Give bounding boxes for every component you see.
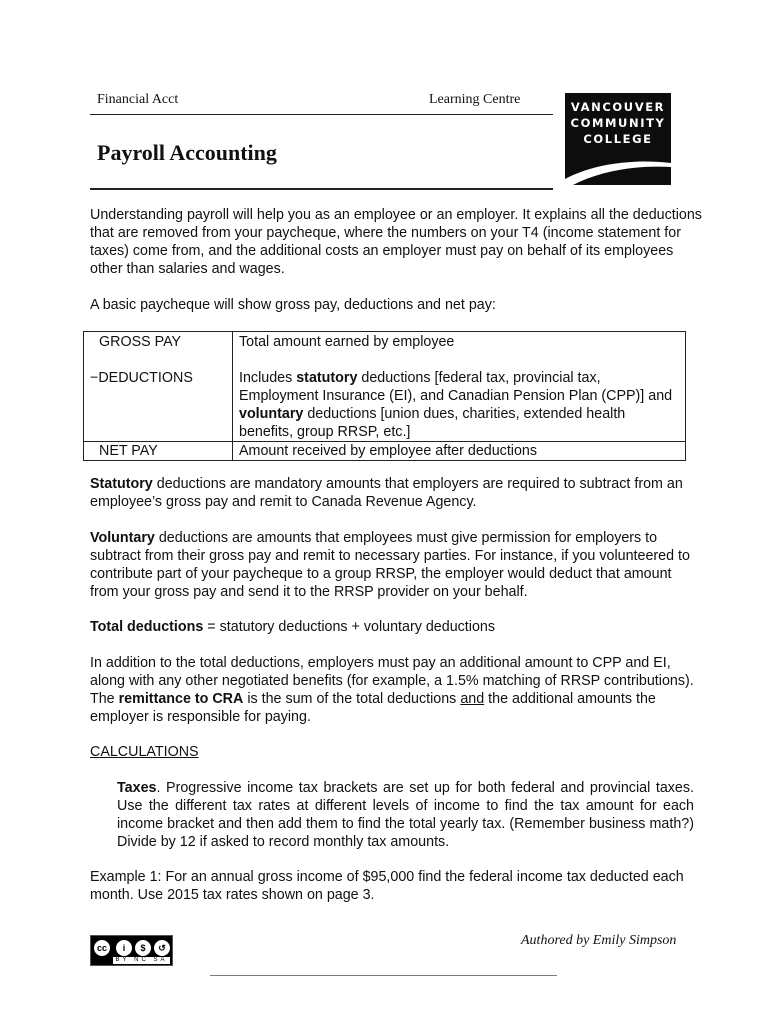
statutory-paragraph: Statutory deductions are mandatory amounts that employers are required to subtract from an employee’s gross pay and remit to Canada Revenue Agency. (90, 476, 683, 510)
course-name: Financial Acct (97, 92, 179, 107)
creative-commons-badge (90, 935, 173, 966)
footer-divider (210, 975, 557, 976)
taxes-paragraph: Taxes. Progressive income tax brackets are set up for both federal and provincial taxes. Use the different tax rates at different levels of income to find the tax amount for each income bracket and then add them to find the total yearly tax. (Remember business math?) Divide by 12 if asked to record monthly tax amounts. (117, 780, 694, 850)
remittance-paragraph: In addition to the total deductions, employers must pay an additional amount to CPP and EI, along with any other negotiated benefits (for example, a 1.5% matching of RRSP contributions). The remittance to CRA is the sum of the total deductions and the additional amounts the employer is responsible for paying. (90, 655, 694, 725)
logo-line-1: VANCOUVER (570, 100, 666, 114)
logo-swoosh-icon (565, 157, 671, 185)
noncommercial-icon: $ (133, 938, 153, 958)
net-pay-label: NET PAY (84, 442, 233, 461)
gross-pay-label: GROSS PAY −DEDUCTIONS (84, 332, 233, 442)
college-logo (565, 93, 671, 185)
title-divider (90, 188, 553, 190)
voluntary-term: Voluntary (90, 530, 155, 546)
paycheque-table (83, 331, 686, 461)
cc-icon: cc (92, 938, 112, 958)
net-pay-desc: Amount received by employee after deductions (233, 442, 686, 461)
voluntary-paragraph: Voluntary deductions are amounts that employees must give permission for employers to subtract from their gross pay and remit to necessary parties. For instance, if you volunteered to contribute part of your paycheque to a group RRSP, the employer would deduct that amount from your gross pay and send it to the RRSP provider on your behalf. (90, 530, 690, 600)
gross-pay-desc: Total amount earned by employee (239, 334, 455, 350)
taxes-term: Taxes (117, 780, 157, 796)
logo-line-2: COMMUNITY (570, 116, 666, 130)
deductions-label: −DEDUCTIONS (90, 370, 193, 386)
header-divider (90, 114, 553, 115)
statutory-term: Statutory (90, 476, 153, 492)
table-row (84, 332, 686, 442)
gross-and-deductions-desc (233, 332, 686, 442)
intro-paragraph: Understanding payroll will help you as an employee or an employer. It explains all the deductions that are removed from your paycheque, where the numbers on your T4 (income statement for taxes) come from, and the additional costs an employer must pay on behalf of its employees other than salaries and wages. (90, 207, 702, 277)
paycheque-lead: A basic paycheque will show gross pay, deductions and net pay: (90, 297, 496, 313)
attribution-icon: i (114, 938, 134, 958)
remittance-term: remittance to CRA (118, 691, 244, 707)
calculations-heading: CALCULATIONS (90, 744, 199, 760)
table-row (84, 442, 686, 461)
unit-name: Learning Centre (429, 92, 521, 107)
example-1: Example 1: For an annual gross income of $95,000 find the federal income tax deducted each month. Use 2015 tax rates shown on page 3. (90, 869, 684, 903)
logo-line-3: COLLEGE (583, 132, 653, 146)
deductions-desc: Includes statutory deductions [federal tax, provincial tax, Employment Insurance (EI), and Canadian Pension Plan (CPP)] and voluntary deductions [union dues, charities, extended health benefits, group RRSP, etc.] (239, 370, 673, 440)
total-deductions-paragraph: Total deductions = statutory deductions + voluntary deductions (90, 619, 496, 635)
page-title: Payroll Accounting (97, 140, 277, 165)
author-credit: Authored by Emily Simpson (521, 933, 677, 948)
sharealike-icon: ↺ (152, 938, 172, 958)
license-strip: BY NC SA (113, 957, 170, 964)
total-deductions-term: Total deductions (90, 619, 204, 635)
